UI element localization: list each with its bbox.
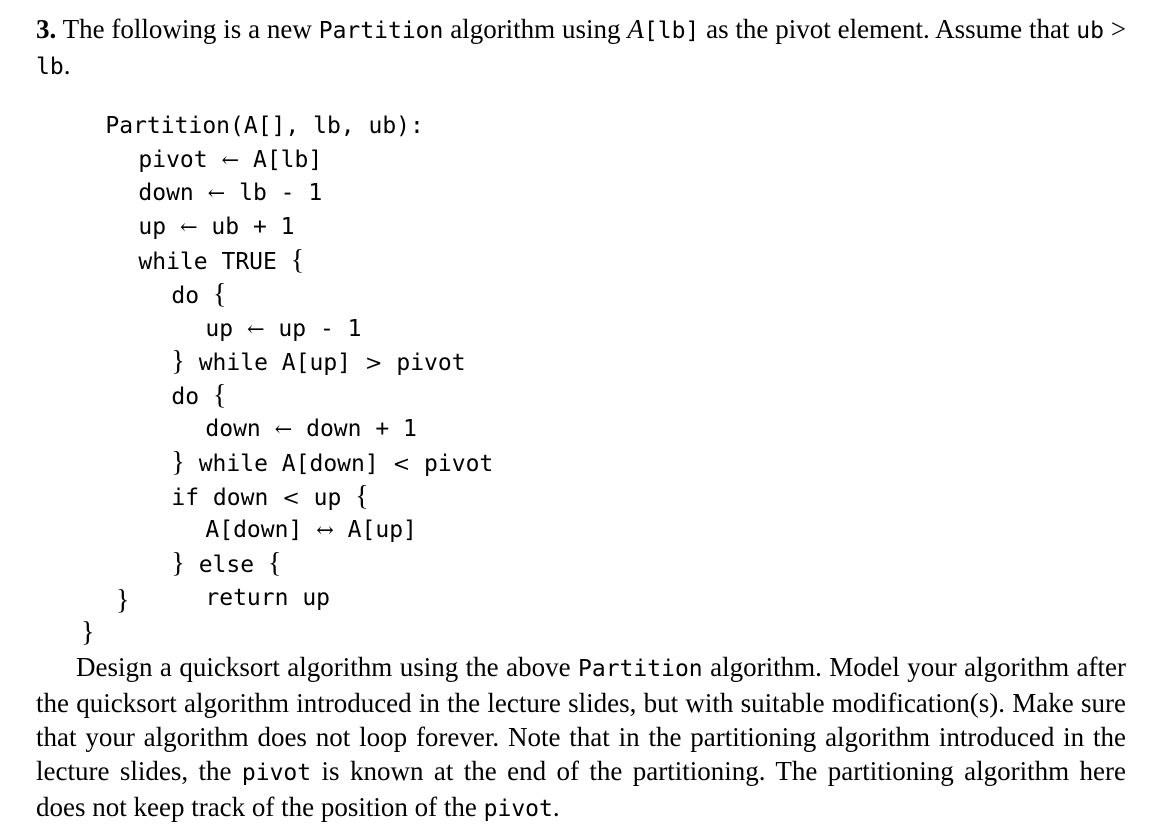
up-value: ub + 1	[211, 214, 295, 240]
close-brace: }	[171, 346, 185, 377]
pivot-keyword: pivot	[241, 760, 312, 786]
open-brace: {	[355, 481, 369, 512]
intro-period: .	[63, 50, 71, 80]
code-line-return	[150, 553, 331, 611]
assign-arrow: ←	[179, 215, 198, 239]
pivot-var: pivot	[396, 350, 466, 376]
swap-left: A[down]	[205, 517, 303, 543]
code-line-else	[116, 519, 282, 579]
code-line-if	[116, 452, 369, 512]
design-text-1: Design a quicksort algorithm using the above	[76, 652, 571, 682]
greater-than-operator: >	[364, 351, 383, 375]
down-value: lb - 1	[239, 180, 323, 206]
close-brace: }	[171, 447, 185, 478]
code-line-pivot	[83, 115, 323, 173]
else-keyword: else	[198, 552, 255, 578]
do-keyword: do	[171, 283, 200, 309]
partition-keyword: Partition	[318, 18, 444, 44]
down-var: down	[205, 416, 261, 442]
open-brace: {	[267, 548, 282, 579]
code-line-up-decrement	[150, 284, 362, 342]
problem-number: 3.	[36, 14, 57, 44]
design-instructions	[36, 650, 1126, 826]
assign-arrow: ←	[246, 317, 265, 341]
code-line-while-true	[83, 216, 305, 276]
greater-than-symbol: >	[1110, 14, 1127, 44]
code-line-down-increment	[150, 384, 417, 442]
assign-arrow: ←	[221, 148, 240, 172]
code-line-up	[83, 182, 295, 240]
intro-text-3: as the pivot element. Assume that	[706, 14, 1070, 44]
if-condition-left: if down	[171, 485, 269, 511]
while-true-keyword: while TRUE	[138, 249, 277, 275]
open-brace: {	[290, 245, 305, 276]
do-keyword: do	[171, 384, 200, 410]
design-period: .	[552, 792, 560, 822]
code-line-down	[83, 148, 323, 206]
less-than-operator: <	[392, 452, 411, 476]
pivot-keyword: pivot	[483, 796, 553, 822]
close-brace-while: }	[81, 617, 95, 648]
open-brace: {	[212, 279, 227, 310]
down-var: down	[138, 180, 194, 206]
pivot-value: A[lb]	[252, 147, 323, 173]
close-brace-if-else: }	[116, 585, 130, 616]
design-text-3: is known at the end of the partitioning. The partitioning algorithm here does not keep track of the position of the	[36, 756, 1127, 822]
if-condition-right: up	[313, 485, 342, 511]
lb-symbol: lb	[36, 54, 64, 80]
code-line-while-up	[116, 317, 466, 377]
assign-arrow: ←	[207, 181, 226, 205]
up-decrement-value: up - 1	[278, 316, 362, 342]
code-line-while-down	[116, 418, 494, 478]
code-signature	[50, 81, 424, 139]
down-increment-value: down + 1	[306, 416, 417, 442]
up-var: up	[205, 316, 234, 342]
code-line-swap	[150, 485, 417, 543]
intro-text-1: The following is a new	[62, 14, 312, 44]
design-text-2: algorithm. Model your algorithm after the quicksort algorithm introduced in the lecture slides, but with suitable modification(s). Make sure that your algorithm does not loop forever. Note that in the partitioning algorithm introduced in the lecture slides, the	[36, 652, 1127, 786]
pivot-var: pivot	[138, 147, 208, 173]
while-up-condition: while A[up]	[198, 350, 352, 376]
close-brace: }	[171, 548, 185, 579]
code-line-do-2	[116, 351, 227, 411]
swap-right: A[up]	[347, 517, 417, 543]
partition-keyword: Partition	[578, 656, 703, 682]
assign-arrow: ←	[274, 417, 293, 441]
ub-symbol: ub	[1076, 18, 1104, 44]
up-var: up	[138, 214, 167, 240]
pivot-var: pivot	[424, 451, 494, 477]
swap-arrow: ↔	[316, 518, 334, 542]
return-statement: return up	[205, 585, 331, 611]
while-down-condition: while A[down]	[198, 451, 379, 477]
code-line-do-1	[116, 250, 227, 310]
array-a-symbol: A	[627, 14, 644, 44]
array-index-lb: [lb]	[643, 18, 700, 44]
less-than-operator: <	[282, 486, 300, 510]
open-brace: {	[212, 380, 227, 411]
intro-text-2: algorithm using	[450, 14, 621, 44]
signature-text: Partition(A[], lb, ub):	[105, 113, 424, 139]
